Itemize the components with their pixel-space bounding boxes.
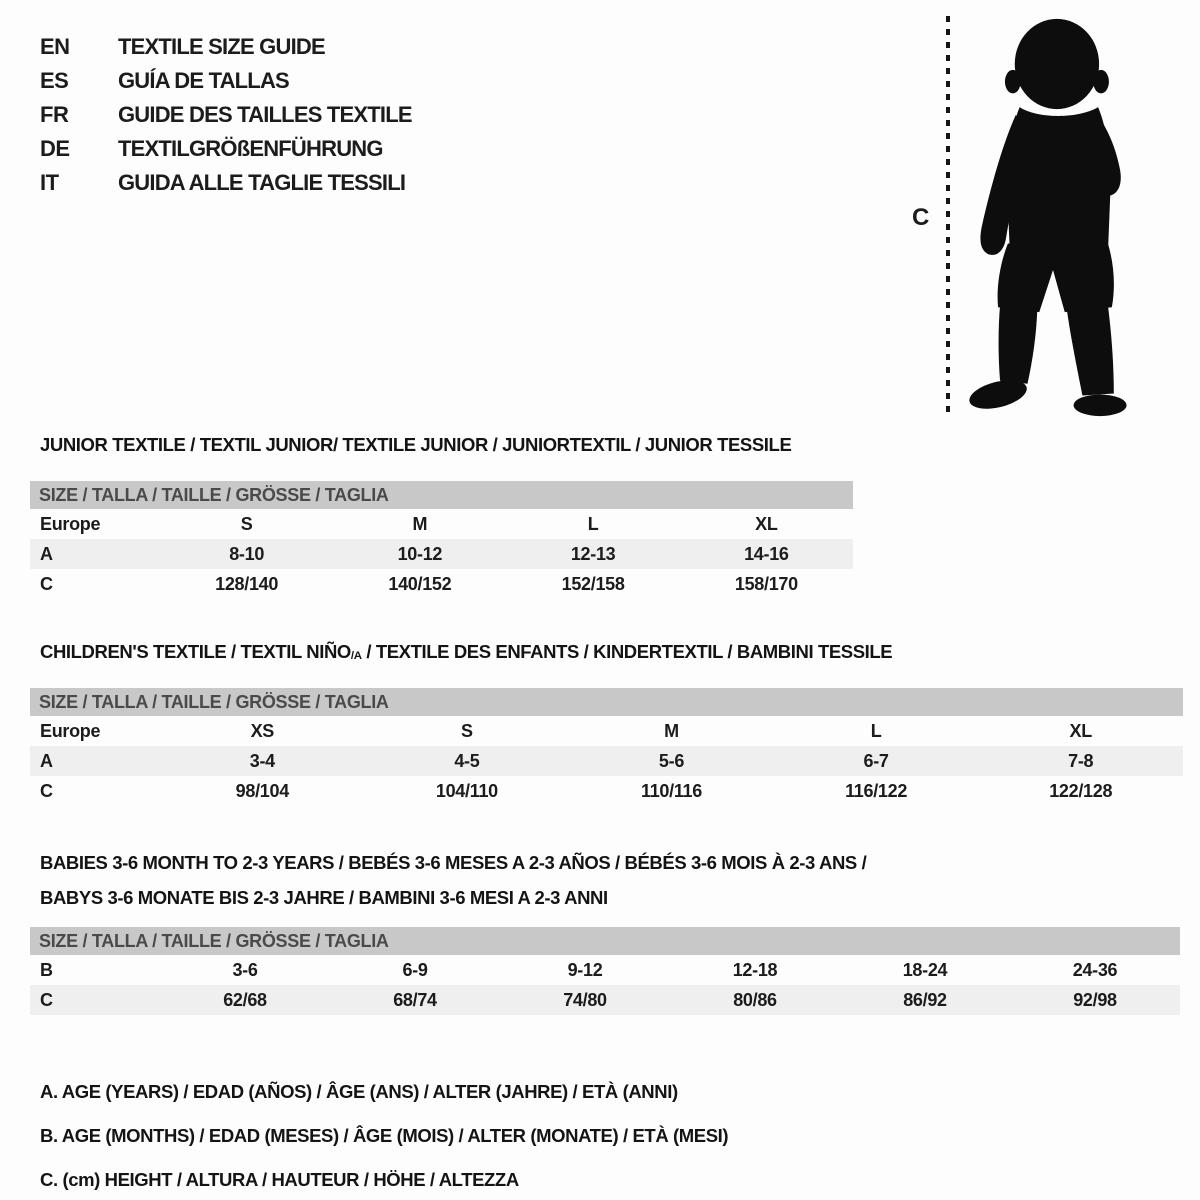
- children-size-table: [30, 688, 1183, 806]
- table-cell: 68/74: [393, 990, 437, 1010]
- table-cell: S: [461, 721, 473, 741]
- row-label: B: [40, 960, 53, 980]
- table-cell: 152/158: [561, 574, 625, 594]
- row-label: C: [40, 990, 53, 1010]
- table-cell: 98/104: [235, 781, 289, 801]
- language-code: FR: [40, 102, 69, 127]
- language-title-list: [40, 30, 412, 200]
- children-heading: [40, 641, 892, 663]
- table-cell: 6-7: [863, 751, 889, 771]
- table-row-height: [30, 776, 1183, 806]
- language-title: GUÍA DE TALLAS: [118, 68, 289, 93]
- language-code: ES: [40, 68, 69, 93]
- language-row-en: [40, 30, 412, 64]
- row-label: A: [40, 751, 53, 771]
- language-code: IT: [40, 170, 59, 195]
- babies-heading-line1: BABIES 3-6 MONTH TO 2-3 YEARS / BEBÉS 3-6 MESES A 2-3 AÑOS / BÉBÉS 3-6 MOIS À 2-3 ANS /: [40, 852, 867, 873]
- babies-heading: [40, 845, 1170, 915]
- table-cell: 6-9: [402, 960, 428, 980]
- table-cell: 116/122: [845, 781, 908, 801]
- legend-line-a: A. AGE (YEARS) / EDAD (AÑOS) / ÂGE (ANS) / ALTER (JAHRE) / ETÀ (ANNI): [40, 1081, 678, 1102]
- table-row-europe: [30, 509, 853, 539]
- language-title: GUIDE DES TAILLES TEXTILE: [118, 102, 412, 127]
- language-row-es: [40, 64, 412, 98]
- language-row-fr: [40, 98, 412, 132]
- language-row-it: [40, 166, 412, 200]
- table-cell: 62/68: [223, 990, 267, 1010]
- language-code: DE: [40, 136, 70, 161]
- table-cell: 7-8: [1068, 751, 1094, 771]
- table-row-age: [30, 539, 853, 569]
- table-cell: 18-24: [902, 960, 948, 980]
- babies-size-table: [30, 927, 1180, 1015]
- table-cell: 140/152: [388, 574, 452, 594]
- table-cell: 4-5: [454, 751, 480, 771]
- language-title: TEXTILGRÖßENFÜHRUNG: [118, 136, 383, 161]
- table-row-months: [30, 955, 1180, 985]
- table-cell: XL: [1069, 721, 1092, 741]
- table-cell: 12-18: [732, 960, 778, 980]
- measure-c-label: C: [912, 204, 930, 231]
- table-cell: 110/116: [641, 781, 702, 801]
- size-header-bar: SIZE / TALLA / TAILLE / GRÖSSE / TAGLIA: [30, 481, 853, 509]
- table-row-age: [30, 746, 1183, 776]
- table-cell: 104/110: [435, 781, 498, 801]
- language-title: TEXTILE SIZE GUIDE: [118, 34, 325, 59]
- table-cell: 3-4: [249, 751, 275, 771]
- junior-heading: JUNIOR TEXTILE / TEXTIL JUNIOR/ TEXTILE JUNIOR / JUNIORTEXTIL / JUNIOR TESSILE: [40, 434, 792, 455]
- table-cell: L: [870, 721, 882, 741]
- language-title: GUIDA ALLE TAGLIE TESSILI: [118, 170, 406, 195]
- table-cell: 3-6: [232, 960, 258, 980]
- children-heading-prefix: CHILDREN'S TEXTILE / TEXTIL NIÑO: [40, 641, 351, 662]
- table-cell: 5-6: [658, 751, 685, 771]
- table-cell: 12-13: [570, 544, 616, 564]
- table-cell: 128/140: [215, 574, 279, 594]
- table-cell: 24-36: [1072, 960, 1118, 980]
- table-cell: 122/128: [1049, 781, 1113, 801]
- table-cell: XS: [250, 721, 274, 741]
- toddler-silhouette-icon: [962, 13, 1144, 420]
- height-dotted-line: [946, 16, 950, 416]
- table-cell: XL: [755, 514, 778, 534]
- children-heading-sub: /A: [350, 650, 362, 663]
- table-row-height: [30, 985, 1180, 1015]
- row-label: Europe: [40, 721, 101, 741]
- language-code: EN: [40, 34, 70, 59]
- babies-heading-line2: BABYS 3-6 MONATE BIS 2-3 JAHRE / BAMBINI 3-6 MESI A 2-3 ANNI: [40, 887, 608, 908]
- table-cell: 9-12: [567, 960, 603, 980]
- table-row-europe: [30, 716, 1183, 746]
- row-label: C: [40, 781, 53, 801]
- size-header-bar: SIZE / TALLA / TAILLE / GRÖSSE / TAGLIA: [30, 927, 1180, 955]
- table-cell: S: [240, 514, 253, 534]
- table-row-height: [30, 569, 853, 599]
- row-label: Europe: [40, 514, 101, 534]
- measurement-legend: [40, 1070, 728, 1200]
- size-header-bar: SIZE / TALLA / TAILLE / GRÖSSE / TAGLIA: [30, 688, 1183, 716]
- table-cell: 92/98: [1073, 990, 1117, 1010]
- table-cell: L: [587, 514, 599, 534]
- table-cell: 158/170: [734, 574, 798, 594]
- table-cell: 14-16: [744, 544, 789, 564]
- table-cell: 80/86: [733, 990, 777, 1010]
- junior-size-table: [30, 481, 853, 599]
- language-row-de: [40, 132, 412, 166]
- row-label: A: [40, 544, 53, 564]
- legend-line-b: B. AGE (MONTHS) / EDAD (MESES) / ÂGE (MOIS) / ALTER (MONATE) / ETÀ (MESI): [40, 1125, 729, 1146]
- table-cell: 86/92: [903, 990, 947, 1010]
- table-cell: 8-10: [229, 544, 265, 564]
- table-cell: M: [664, 721, 679, 741]
- children-heading-suffix: / TEXTILE DES ENFANTS / KINDERTEXTIL / BAMBINI TESSILE: [361, 641, 893, 662]
- legend-line-c: C. (cm) HEIGHT / ALTURA / HAUTEUR / HÖHE / ALTEZZA: [40, 1169, 519, 1190]
- table-cell: M: [412, 514, 428, 534]
- table-cell: 74/80: [563, 990, 607, 1010]
- row-label: C: [40, 574, 53, 594]
- table-cell: 10-12: [397, 544, 443, 564]
